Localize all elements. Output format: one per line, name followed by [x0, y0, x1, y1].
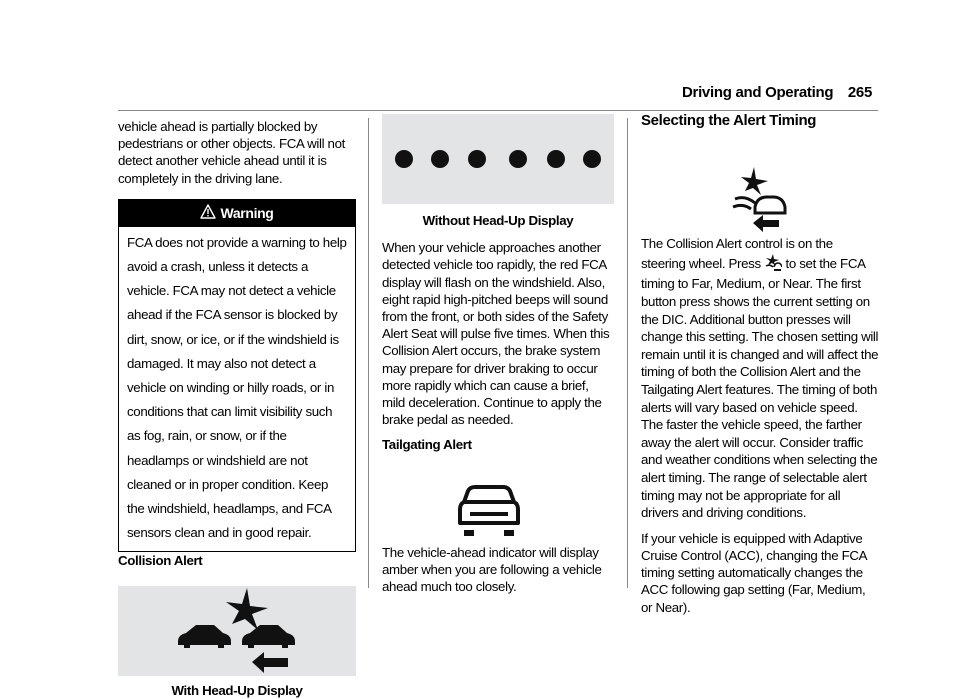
column-2 — [382, 114, 614, 603]
hud-figure — [118, 586, 356, 676]
warning-title: Warning — [220, 204, 274, 221]
paragraph: vehicle ahead is partially blocked by pedestrians or other objects. FCA will not detect another vehicle ahead until it is completely in the driving lane. — [118, 119, 345, 186]
column-3 — [641, 112, 879, 624]
collision-alert-heading: Collision Alert — [118, 553, 203, 569]
led-dots — [382, 114, 614, 204]
warning-header — [119, 200, 355, 227]
warning-body: FCA does not provide a warning to help avoid a crash, unless it detects a vehicle. FCA may not detect a vehicle ahead if the FCA sensor is blocked by dirt, snow, or ice, or if the windshield is damaged. It may also not detect a vehicle on winding or hilly roads, or in conditions that can limit visibility such as fog, rain, or snow, or if the headlamps or windshield are not cleaned or in proper condition. Keep the windshield, headlamps, and FCA sensors clean and in good repair. — [127, 234, 347, 541]
column-divider-1 — [368, 118, 369, 588]
hud-caption: With Head-Up Display — [171, 682, 303, 698]
header-title: Driving and Operating — [682, 84, 834, 101]
tailgating-figure — [382, 462, 614, 544]
page-header — [682, 84, 872, 101]
tailgating-heading: Tailgating Alert — [382, 437, 472, 453]
warning-box — [118, 199, 356, 553]
paragraph-text: to set the FCA timing to Far, Medium, or Near. The first button press shows the current setting on the DIC. Additional button presses will change this setting. The chosen setting will remain until it is changed and will affect the timing of both the Collision Alert and the Tailgating Alert features. The timing of both alerts will vary based on vehicle speed. The faster the vehicle speed, the farther away the alert will occur. Consider traffic and weather conditions when selecting the alert timing. The range of selectable alert timing may not be appropriate for all drivers and driving conditions. — [641, 255, 879, 521]
vehicle-ahead-icon — [382, 462, 614, 544]
collision-alert-icon — [118, 586, 352, 676]
paragraph: The vehicle-ahead indicator will display amber when you are following a vehicle ahead much too closely. — [382, 544, 602, 595]
page-number: 265 — [847, 84, 872, 101]
section-heading: Selecting the Alert Timing — [641, 112, 817, 129]
warning-triangle-icon — [200, 201, 216, 228]
column-1 — [118, 118, 356, 699]
alert-timing-figure — [641, 137, 879, 235]
paragraph: If your vehicle is equipped with Adaptive Cruise Control (ACC), changing the FCA timing setting automatically changes the ACC following gap setting (Far, Medium, or Near). — [641, 530, 867, 615]
paragraph-text: The Collision Alert control is on the steering wheel. Press — [641, 236, 833, 271]
header-rule — [118, 110, 878, 111]
paragraph: When your vehicle approaches another detected vehicle too rapidly, the red FCA display will flash on the windshield. Also, eight rapid high-pitched beeps will sound from the front, or both sides of the Safety Alert Seat will pulse five times. When this Collision Alert occurs, the brake system may prepare for driver braking to occur more rapidly which can cause a brief, mild deceleration. Continue to apply the brake pedal as needed. — [382, 240, 610, 428]
column-divider-2 — [627, 118, 628, 588]
alert-timing-button-icon — [764, 253, 782, 276]
no-hud-caption: Without Head-Up Display — [422, 213, 574, 228]
paragraph — [641, 235, 879, 522]
no-hud-figure — [382, 114, 614, 204]
alert-timing-icon — [641, 137, 879, 235]
